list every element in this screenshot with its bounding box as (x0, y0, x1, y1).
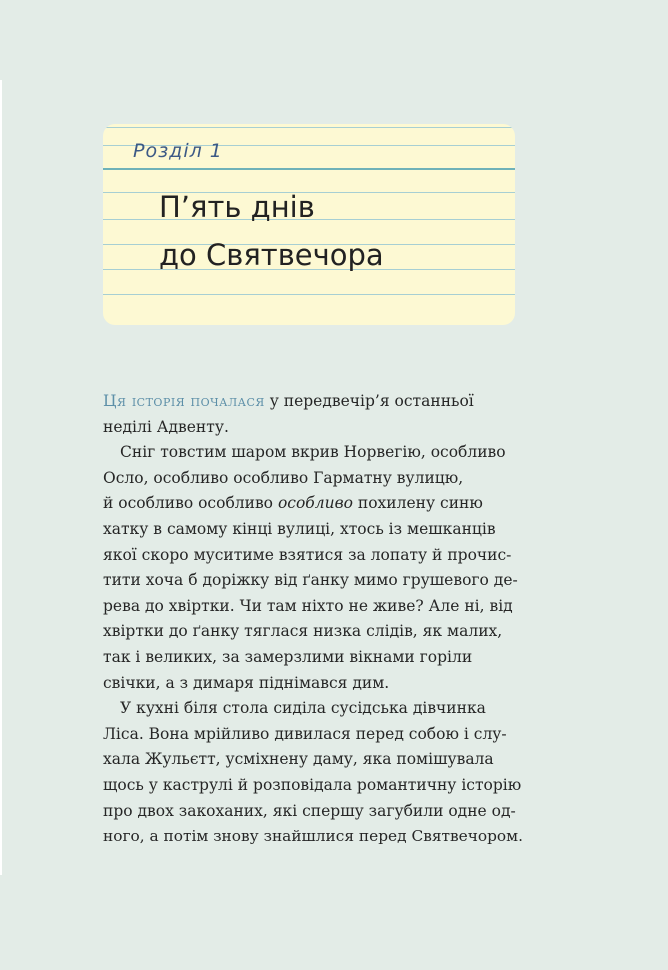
chapter-title-line-2: до Святвечора (159, 238, 384, 272)
chapter-heading-card (103, 124, 515, 325)
text-line: Сніг товстим шаром вкрив Норвегію, особливо (120, 443, 506, 462)
text-span: похилену синю (352, 494, 483, 513)
chapter-title-line-1: П’ять днів (159, 190, 315, 224)
text-line (103, 389, 523, 415)
text-line: ного, а потім знову знайшлися перед Святвечором. (103, 827, 523, 846)
text-line: про двох закоханих, які спершу загубили одне од- (103, 801, 516, 820)
page-edge-line (0, 80, 2, 875)
text-line: так і великих, за замерзлими вікнами горіли (103, 647, 473, 666)
text-line: Осло, особливо особливо Гарматну вулицю, (103, 468, 464, 487)
notebook-rule (103, 168, 515, 170)
text-line: рева до хвіртки. Чи там ніхто не живе? Але ні, від (103, 596, 513, 615)
text-line: Ліса. Вона мрійливо дивилася перед собою і слу- (103, 724, 507, 743)
lead-in-smallcaps: Ця історія почалася (103, 392, 265, 410)
chapter-body-text (103, 389, 523, 850)
notebook-rule (103, 127, 515, 128)
notebook-rule (103, 294, 515, 295)
text-span: у передвечір’я останньої (264, 392, 474, 410)
text-line: У кухні біля стола сиділа сусідська дівчинка (120, 699, 486, 718)
text-line: якої скоро муситиме взятися за лопату й прочис- (103, 545, 512, 564)
text-line: тити хоча б доріжку від ґанку мимо грушевого де- (103, 571, 518, 590)
text-line: свічки, а з димаря піднімався дим. (103, 673, 390, 692)
text-span: й особливо особливо (103, 494, 278, 513)
chapter-number-label: Розділ 1 (133, 140, 223, 162)
text-line: щось у каструлі й розповідала романтичну історію (103, 775, 522, 794)
text-line (103, 491, 523, 517)
text-line: неділі Адвенту. (103, 417, 229, 436)
text-line: хатку в самому кінці вулиці, хтось із мешканців (103, 519, 496, 538)
text-line: хала Жульєтт, усміхнену даму, яка помішувала (103, 750, 494, 769)
emphasis-word: особливо (277, 494, 353, 513)
text-line: хвіртки до ґанку тяглася низка слідів, як малих, (103, 622, 503, 641)
